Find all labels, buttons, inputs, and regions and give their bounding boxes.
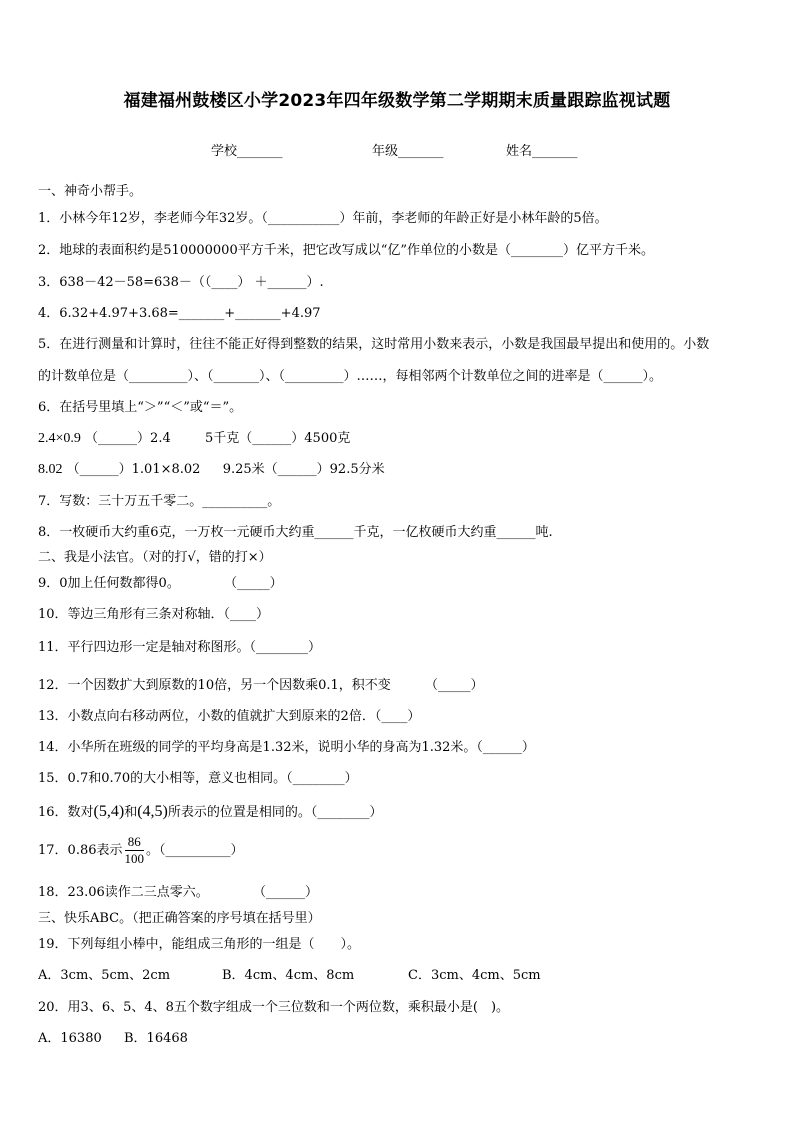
question-9 xyxy=(38,572,283,591)
question-9-blank: （_____） xyxy=(224,576,283,591)
fraction-denominator: 100 xyxy=(124,851,144,866)
question-20-options xyxy=(38,1027,188,1046)
question-12-blank: （_____） xyxy=(425,678,484,693)
question-15: 15．0.7和0.70的大小相等，意义也相同。（________） xyxy=(38,771,358,786)
grade-field: 年级_______ xyxy=(372,144,444,159)
page-title: 福建福州鼓楼区小学2023年四年级数学第二学期期末质量跟踪监视试题 xyxy=(123,91,671,111)
option-19-b: B．4cm、4cm、8cm xyxy=(222,968,355,983)
question-5-line-1: 5．在进行测量和计算时，往往不能正好得到整数的结果，这时常用小数来表示，小数是我国最早提出和使用的。小数 xyxy=(38,337,710,352)
question-6: 6．在括号里填上“＞”“＜”或“＝”。 xyxy=(38,400,243,415)
question-19-options xyxy=(38,964,541,983)
question-18-blank: （______） xyxy=(253,885,319,900)
question-18 xyxy=(38,881,318,900)
question-13: 13．小数点向右移动两位，小数的值就扩大到原来的2倍．（____） xyxy=(38,709,421,724)
question-12 xyxy=(38,674,484,693)
q6-expr-b1: 8.02 xyxy=(38,462,63,477)
question-10: 10．等边三角形有三条对称轴．（____） xyxy=(38,607,270,622)
option-20-b: B．16468 xyxy=(124,1031,188,1046)
school-field: 学校_______ xyxy=(211,144,283,159)
question-7: 7．写数：三十万五千零二。__________。 xyxy=(38,494,281,509)
question-14: 14．小华所在班级的同学的平均身高是1.32米，说明小华的身高为1.32米。（______） xyxy=(38,740,535,755)
question-11: 11．平行四边形一定是轴对称图形。（________） xyxy=(38,640,322,655)
option-19-a: A．3cm、5cm、2cm xyxy=(38,968,171,983)
question-1: 1．小林今年12岁，李老师今年32岁。（___________）年前，李老师的年龄正好是小林年龄的5倍。 xyxy=(38,211,608,226)
section-heading-1: 一、神奇小帮手。 xyxy=(38,184,143,199)
question-6-row-1 xyxy=(38,427,350,447)
q6-expr-b2: （______）1.01×8.02 xyxy=(66,462,201,477)
question-17 xyxy=(38,834,244,867)
q6-expr-a1: 2.4×0.9 xyxy=(38,431,81,446)
q16-pair-2: (4,5) xyxy=(137,803,168,820)
question-18-text: 18．23.06读作二三点零六。 xyxy=(38,885,209,900)
question-16-suffix: 所表示的位置是相同的。（________） xyxy=(167,805,383,820)
question-8: 8．一枚硬币大约重6克，一万枚一元硬币大约重______千克，一亿枚硬币大约重______吨. xyxy=(38,525,553,540)
q6-expr-a2: （______）2.4 xyxy=(85,431,171,446)
question-16 xyxy=(38,801,382,821)
q16-pair-1: (5,4) xyxy=(93,803,125,820)
question-17-suffix: 。（__________） xyxy=(146,843,244,858)
option-19-c: C．3cm、4cm、5cm xyxy=(408,968,541,983)
question-2: 2．地球的表面积约是510000000平方千米，把它改写成以“亿”作单位的小数是（________）亿平方千米。 xyxy=(38,243,655,258)
question-16-and: 和 xyxy=(124,805,138,820)
question-3: 3．638－42－58=638－（（____） ＋______）. xyxy=(38,275,324,290)
question-17-prefix: 17．0.86表示 xyxy=(38,843,123,858)
fraction-numerator: 86 xyxy=(125,834,145,851)
option-20-a: A．16380 xyxy=(38,1031,102,1046)
section-heading-2: 二、我是小法官。（对的打√，错的打×） xyxy=(38,550,272,565)
section-heading-3: 三、快乐ABC。（把正确答案的序号填在括号里） xyxy=(38,911,321,926)
q6-expr-a3: 5千克（______）4500克 xyxy=(205,431,351,446)
question-4: 4．6.32+4.97+3.68=_______+_______+4.97 xyxy=(38,306,321,321)
fraction-86-100 xyxy=(125,834,145,867)
question-16-prefix: 16．数对 xyxy=(38,805,94,820)
q6-expr-b3: 9.25米（______）92.5分米 xyxy=(222,462,385,477)
question-5-line-2: 的计数单位是（_________）、（_______）、（_________）……，每相邻两个计数单位之间的进率是（______）。 xyxy=(38,369,663,384)
question-12-text: 12．一个因数扩大到原数的10倍，另一个因数乘0.1，积不变 xyxy=(38,678,391,693)
question-19: 19．下列每组小棒中，能组成三角形的一组是（ ）。 xyxy=(38,937,361,952)
question-6-row-2 xyxy=(38,458,385,478)
question-20: 20．用3、6、5、4、8五个数字组成一个三位数和一个两位数，乘积最小是( )。 xyxy=(38,1000,510,1015)
question-9-text: 9．0加上任何数都得0。 xyxy=(38,576,180,591)
name-field: 姓名_______ xyxy=(506,144,578,159)
